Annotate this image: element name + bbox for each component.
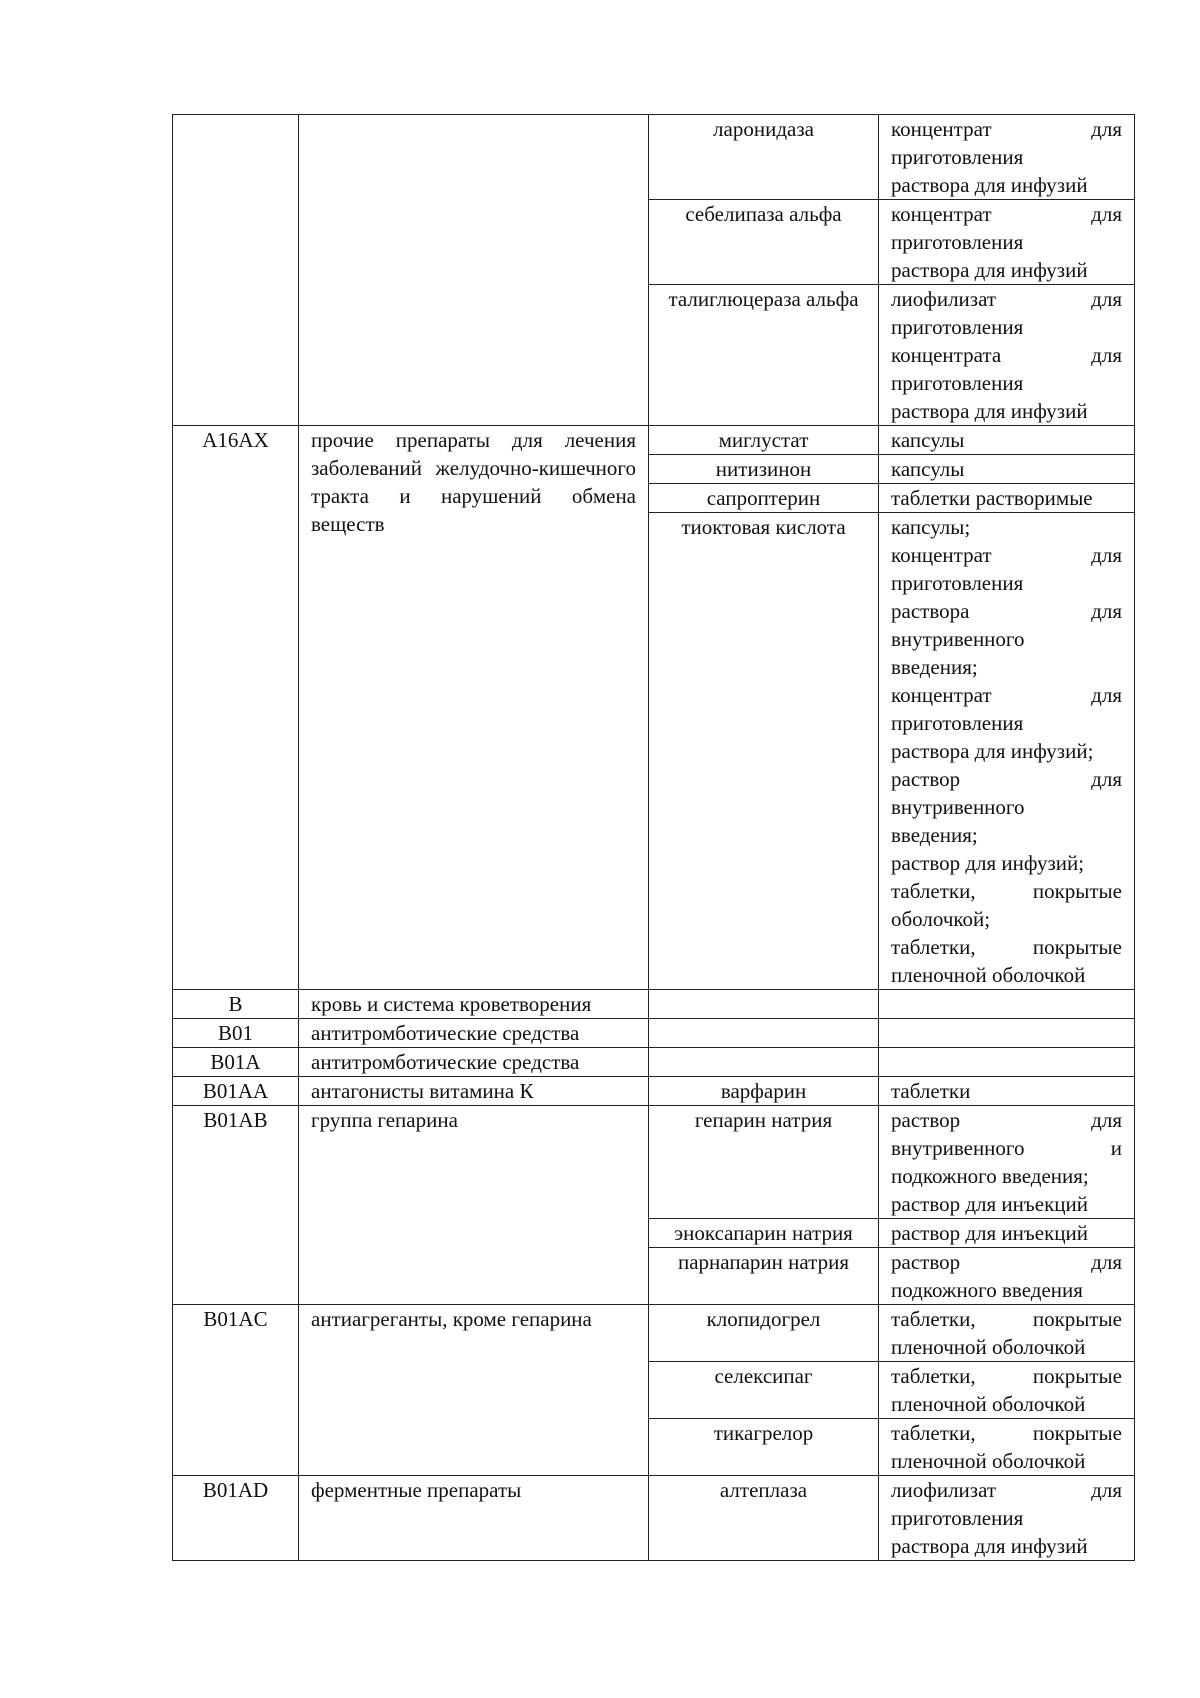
dosage-form-line: капсулы: [891, 428, 965, 452]
drug-name-cell: парнапарин натрия: [649, 1248, 879, 1305]
dosage-form-line: раствор для: [891, 1108, 1122, 1132]
dosage-form-line: раствора для инфузий: [891, 258, 1088, 282]
drug-name-cell: тикагрелор: [649, 1419, 879, 1476]
dosage-form-cell: [879, 1419, 1135, 1476]
atc-code-cell: [173, 115, 299, 426]
atc-code-cell: B01AA: [173, 1077, 299, 1106]
dosage-form-line: пленочной оболочкой: [891, 1449, 1086, 1473]
atc-code-cell: B01A: [173, 1048, 299, 1077]
atc-group-cell: кровь и система кроветворения: [299, 990, 649, 1019]
drug-name-cell: селексипаг: [649, 1362, 879, 1419]
dosage-form-line: таблетки, покрытые: [891, 935, 1122, 959]
dosage-form-line: приготовления: [891, 571, 1024, 595]
dosage-form-cell: [879, 1019, 1135, 1048]
dosage-form-line: лиофилизат для: [891, 287, 1122, 311]
dosage-form-line: таблетки, покрытые: [891, 1307, 1122, 1331]
dosage-form-cell: [879, 1077, 1135, 1106]
dosage-form-line: раствор для инъекций: [891, 1192, 1088, 1216]
drug-name-cell: нитизинон: [649, 455, 879, 484]
dosage-form-line: таблетки, покрытые: [891, 1421, 1122, 1445]
dosage-form-cell: [879, 285, 1135, 426]
table-row: [173, 426, 1135, 455]
drug-name-cell: миглустат: [649, 426, 879, 455]
table-row: [173, 115, 1135, 200]
dosage-form-line: концентрата для: [891, 343, 1122, 367]
atc-group-cell: антагонисты витамина К: [299, 1077, 649, 1106]
dosage-form-line: концентрат для: [891, 202, 1122, 226]
dosage-form-line: раствора для инфузий: [891, 173, 1088, 197]
dosage-form-line: внутривенного и: [891, 1136, 1122, 1160]
dosage-form-line: внутривенного: [891, 795, 1025, 819]
atc-group-cell: антиагреганты, кроме гепарина: [299, 1305, 649, 1476]
drug-list-table: [172, 114, 1135, 1561]
dosage-form-cell: [879, 484, 1135, 513]
drug-name-cell: клопидогрел: [649, 1305, 879, 1362]
drug-name-cell: эноксапарин натрия: [649, 1219, 879, 1248]
dosage-form-line: приготовления: [891, 145, 1024, 169]
atc-group-cell: антитромботические средства: [299, 1019, 649, 1048]
dosage-form-line: приготовления: [891, 315, 1024, 339]
table-row: [173, 1305, 1135, 1362]
dosage-form-cell: [879, 1219, 1135, 1248]
dosage-form-cell: [879, 1476, 1135, 1561]
drug-name-cell: [649, 1019, 879, 1048]
dosage-form-cell: [879, 426, 1135, 455]
dosage-form-cell: [879, 1362, 1135, 1419]
dosage-form-line: капсулы;: [891, 515, 971, 539]
drug-name-cell: гепарин натрия: [649, 1106, 879, 1219]
dosage-form-cell: [879, 1248, 1135, 1305]
table-row: [173, 1106, 1135, 1219]
atc-group-cell: ферментные препараты: [299, 1476, 649, 1561]
dosage-form-line: подкожного введения;: [891, 1164, 1089, 1188]
dosage-form-line: раствора для: [891, 599, 1122, 623]
drug-name-cell: алтеплаза: [649, 1476, 879, 1561]
dosage-form-line: приготовления: [891, 711, 1024, 735]
dosage-form-line: раствор для: [891, 1250, 1122, 1274]
dosage-form-line: таблетки, покрытые: [891, 879, 1122, 903]
dosage-form-line: оболочкой;: [891, 907, 991, 931]
dosage-form-line: пленочной оболочкой: [891, 1392, 1086, 1416]
drug-name-cell: [649, 1048, 879, 1077]
atc-code-cell: B: [173, 990, 299, 1019]
table-row: [173, 1019, 1135, 1048]
atc-group-cell: прочие препараты для лечения заболеваний желудочно-кишечного тракта и нарушений обмена веществ: [299, 426, 649, 990]
dosage-form-line: концентрат для: [891, 117, 1122, 141]
dosage-form-line: раствор для инфузий;: [891, 851, 1085, 875]
dosage-form-line: концентрат для: [891, 683, 1122, 707]
atc-code-cell: A16AX: [173, 426, 299, 990]
drug-name-cell: себелипаза альфа: [649, 200, 879, 285]
dosage-form-line: концентрат для: [891, 543, 1122, 567]
drug-name-cell: талиглюцераза альфа: [649, 285, 879, 426]
dosage-form-line: приготовления: [891, 230, 1024, 254]
document-page: [172, 114, 1134, 1561]
drug-name-cell: варфарин: [649, 1077, 879, 1106]
table-row: [173, 990, 1135, 1019]
dosage-form-cell: [879, 200, 1135, 285]
drug-name-cell: сапроптерин: [649, 484, 879, 513]
dosage-form-cell: [879, 1106, 1135, 1219]
dosage-form-line: приготовления: [891, 371, 1024, 395]
dosage-form-line: введения;: [891, 655, 978, 679]
dosage-form-cell: [879, 455, 1135, 484]
dosage-form-line: приготовления: [891, 1506, 1024, 1530]
atc-code-cell: B01AD: [173, 1476, 299, 1561]
dosage-form-line: раствора для инфузий;: [891, 739, 1094, 763]
dosage-form-line: таблетки: [891, 1079, 971, 1103]
drug-name-cell: [649, 990, 879, 1019]
atc-code-cell: B01AC: [173, 1305, 299, 1476]
dosage-form-cell: [879, 990, 1135, 1019]
atc-code-cell: B01: [173, 1019, 299, 1048]
dosage-form-cell: [879, 1048, 1135, 1077]
dosage-form-cell: [879, 513, 1135, 990]
dosage-form-line: лиофилизат для: [891, 1478, 1122, 1502]
drug-name-cell: тиоктовая кислота: [649, 513, 879, 990]
dosage-form-line: пленочной оболочкой: [891, 1335, 1086, 1359]
dosage-form-line: таблетки, покрытые: [891, 1364, 1122, 1388]
dosage-form-line: раствора для инфузий: [891, 1534, 1088, 1558]
dosage-form-line: внутривенного: [891, 627, 1025, 651]
dosage-form-cell: [879, 115, 1135, 200]
atc-group-cell: [299, 115, 649, 426]
dosage-form-line: подкожного введения: [891, 1278, 1083, 1302]
drug-name-cell: ларонидаза: [649, 115, 879, 200]
dosage-form-cell: [879, 1305, 1135, 1362]
table-row: [173, 1476, 1135, 1561]
dosage-form-line: раствора для инфузий: [891, 399, 1088, 423]
table-row: [173, 1048, 1135, 1077]
dosage-form-line: капсулы: [891, 457, 965, 481]
dosage-form-line: раствор для: [891, 767, 1122, 791]
dosage-form-line: таблетки растворимые: [891, 486, 1093, 510]
dosage-form-line: введения;: [891, 823, 978, 847]
atc-code-cell: B01AB: [173, 1106, 299, 1305]
dosage-form-line: пленочной оболочкой: [891, 963, 1086, 987]
dosage-form-line: раствор для инъекций: [891, 1221, 1088, 1245]
table-row: [173, 1077, 1135, 1106]
atc-group-cell: антитромботические средства: [299, 1048, 649, 1077]
atc-group-cell: группа гепарина: [299, 1106, 649, 1305]
